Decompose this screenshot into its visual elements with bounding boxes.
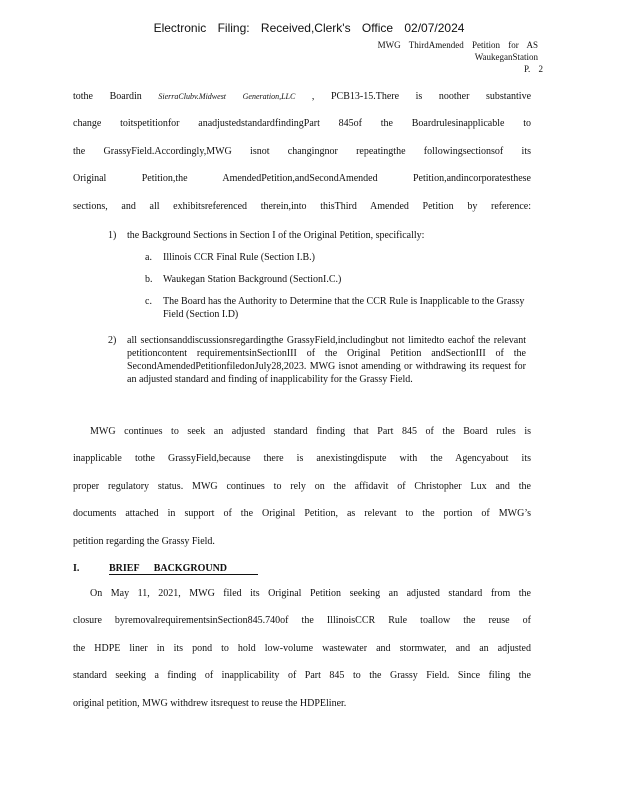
text-line: petition regarding the Grassy Field. [73, 535, 215, 547]
background-paragraph [73, 580, 531, 717]
filing-stamp: Electronic Filing: Received,Clerk's Office 02/07/2024 [153, 21, 465, 35]
text-line: Original Petition,the AmendedPetition,andSecondAmended Petition,andincorporatesthese [73, 173, 531, 185]
running-head: MWG ThirdAmended Petition for AS [377, 40, 538, 50]
section-heading [73, 563, 228, 574]
text-line: On May 11, 2021, MWG filed its Original Petition seeking an adjusted standard from the [90, 588, 531, 599]
running-head-station: WaukeganStation [474, 52, 538, 62]
text-line: closure byremovalrequirementsinSection845.740of the IllinoisCCR Rule toallow the reuse of [73, 615, 531, 627]
list-number: 1) [108, 230, 117, 241]
text-line: the HDPE liner in its pond to hold low-volume wastewater and stormwater, and an adjusted [73, 642, 531, 654]
sub-item-b: b. Waukegan Station Background (SectionI.C.) [145, 274, 342, 285]
sub-item-a: a. Illinois CCR Final Rule (Section I.B.) [145, 252, 315, 263]
text-line: MWG continues to seek an adjusted standard finding that Part 845 of the Board rules is [90, 426, 531, 437]
text-line: the GrassyField.Accordingly,MWG isnot changingnor repeatingthe followingsectionsof its [73, 145, 531, 157]
text-line: change toitspetitionfor anadjustedstandardfindingPart 845of the Boardrulesinapplicable to [73, 118, 531, 130]
text-line: proper regulatory status. MWG continues to rely on the affidavit of Christopher Lux and the [73, 480, 531, 492]
section-number: I. [73, 563, 80, 574]
intro-paragraph [73, 83, 531, 220]
section-title: BRIEF BACKGROUND [109, 563, 258, 575]
text-line: inapplicable tothe GrassyField,because there is anexistingdispute with the Agencyabout its [73, 453, 531, 465]
text-line: tothe Boardin SierraClubv.Midwest Generation,LLC , PCB13-15.There is noother substantive [73, 91, 532, 102]
page-number: P. 2 [523, 64, 543, 74]
list-number: 2) [108, 335, 117, 346]
list-item-2: 2) all sectionsanddiscussionsregardingthe GrassyField,includingbut not limitedto eachof the relevant petitioncontent requirementsinSectionIII of the Original Petition andSectionIII of the SecondAmendedPetitionfiledonJuly28,2023. MWG isnot amending or withdrawing its request for an adjusted standard and finding of inapplicability for the Grassy Field. [108, 335, 526, 385]
text-line: documents attached in support of the Original Petition, as relevant to the portion of MWG’s [73, 508, 531, 520]
text-line: sections, and all exhibitsreferenced therein,into thisThird Amended Petition by reference: [73, 200, 531, 212]
text-line: original petition, MWG withdrew itsrequest to reuse the HDPEliner. [73, 697, 347, 709]
case-party-1: SierraClubv.Midwest [158, 92, 227, 101]
sub-item-c: c. The Board has the Authority to Determine that the CCR Rule is Inapplicable to the Grassy Field (Section I.D) [145, 296, 525, 320]
continuation-paragraph [73, 418, 531, 555]
text-line: standard seeking a finding of inapplicability of Part 845 to the Grassy Field. Since filing the [73, 670, 531, 682]
case-party-2: Generation,LLC [242, 92, 296, 101]
list-item-1: 1) the Background Sections in Section I of the Original Petition, specifically: [108, 230, 425, 241]
